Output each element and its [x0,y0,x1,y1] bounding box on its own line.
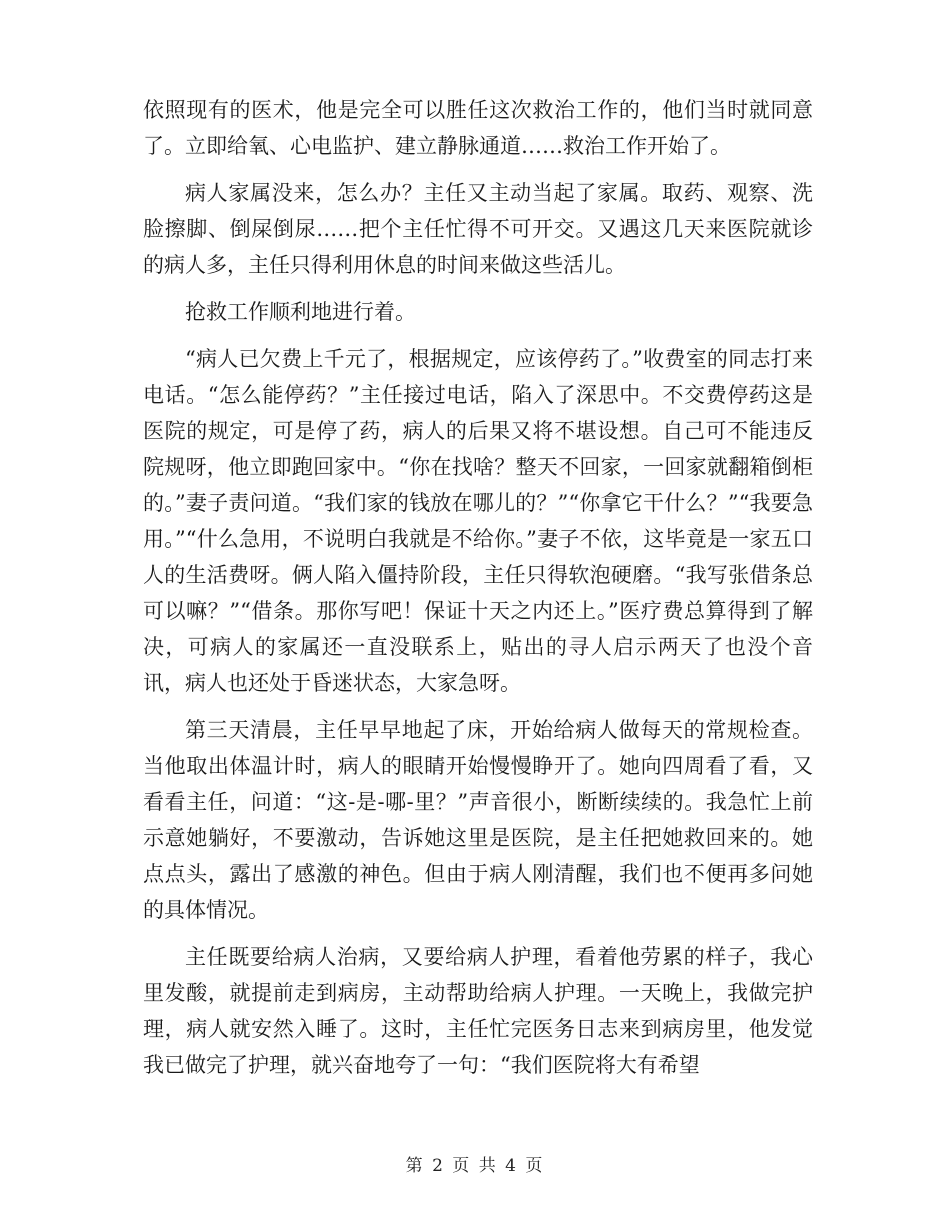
paragraph-rescue-progress: 抢救工作顺利地进行着。 [185,300,416,324]
paragraph-nursing: 主任既要给病人治病，又要给病人护理，看着他劳累的样子，我心里发酸，就提前走到病房，主动帮助给病人护理。一天晚上，我做完护理，病人就安然入睡了。这时，主任忙完医务日志来到病房里，他发觉我已做完了护理，就兴奋地夸了一句：“我们医院将大有希望 [143,945,813,1077]
paragraph-unpaid-fees: “病人已欠费上千元了，根据规定，应该停药了。”收费室的同志打来电话。“怎么能停药？”主任接过电话，陷入了深思中。不交费停药这是医院的规定，可是停了药，病人的后果又将不堪设想。自己可不能违反院规呀，他立即跑回家中。“你在找啥？整天不回家，一回家就翻箱倒柜的。”妻子责问道。“我们家的钱放在哪儿的？”“你拿它干什么？”“我要急用。”“什么急用，不说明白我就是不给你。”妻子不依，这毕竟是一家五口人的生活费呀。俩人陷入僵持阶段，主任只得软泡硬磨。“我写张借条总可以嘛？”“借条。那你写吧！保证十天之内还上。”医疗费总算得到了解决，可病人的家属还一直没联系上，贴出的寻人启示两天了也没个音讯，病人也还处于昏迷状态，大家急呀。 [143,347,813,695]
page-number-footer: 第 2 页 共 4 页 [405,1156,545,1176]
document-body [143,92,813,1094]
paragraph-continuation: 依照现有的医术，他是完全可以胜任这次救治工作的，他们当时就同意了。立即给氧、心电监护、建立静脉通道……救治工作开始了。 [143,98,813,158]
paragraph-third-morning: 第三天清晨，主任早早地起了床，开始给病人做每天的常规检查。当他取出体温计时，病人的眼睛开始慢慢睁开了。她向四周看了看，又看看主任，问道：“这-是-哪-里？”声音很小，断断续续的。我急忙上前示意她躺好，不要激动，告诉她这里是医院，是主任把她救回来的。她点点头，露出了感激的神色。但由于病人刚清醒，我们也不便再多问她的具体情况。 [143,718,813,922]
paragraph-family-absent: 病人家属没来，怎么办？主任又主动当起了家属。取药、观察、洗脸擦脚、倒屎倒尿……把个主任忙得不可开交。又遇这几天来医院就诊的病人多，主任只得利用休息的时间来做这些活儿。 [143,181,813,277]
